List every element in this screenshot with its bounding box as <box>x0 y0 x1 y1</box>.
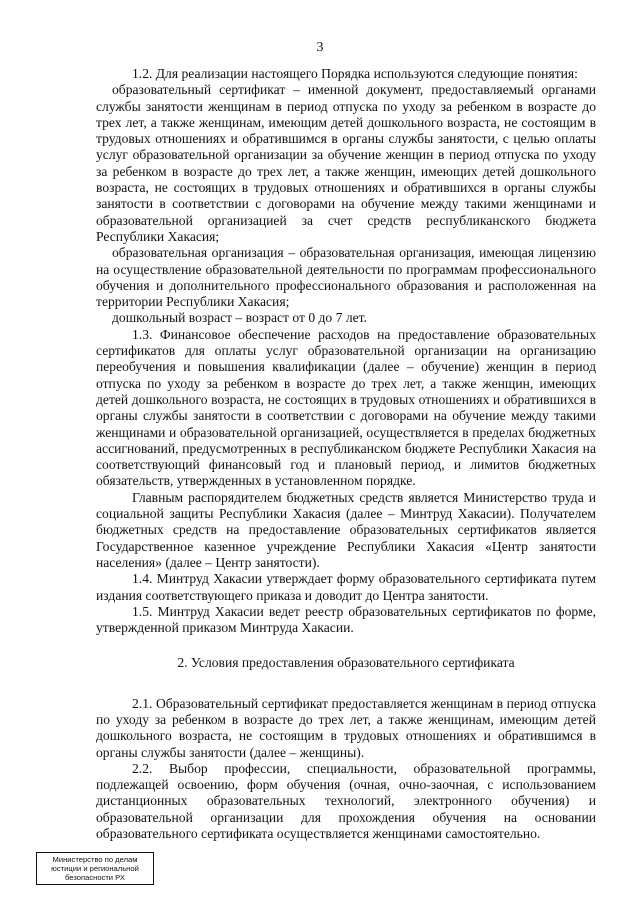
paragraph-1-5: 1.5. Минтруд Хакасии ведет реестр образовательных сертификатов по форме, утвержденной приказом Минтруда Хакасии. <box>96 603 596 636</box>
paragraph-2-1: 2.1. Образовательный сертификат предоставляется женщинам в период отпуска по уходу за ребенком в возрасте до трех лет, а также женщинам, имеющим детей дошкольного возраста, не состоящим в трудовых отношениях и обратившимся в органы службы занятости (далее – женщины). <box>96 695 596 760</box>
paragraph-1-3: 1.3. Финансовое обеспечение расходов на предоставление образовательных сертификатов для оплаты услуг образовательной организации на организацию переобучения и повышения квалификации (далее – обучение) женщин в период отпуска по уходу за ребенком в возрасте до трех лет, а также женщин, имеющих детей дошкольного возраста, не состоящих в трудовых отношениях и обратившихся в органы службы занятости в соответствии с договорами на обучение между такими женщинами и образовательной организацией, осуществляется в пределах бюджетных ассигнований, предусмотренных в республиканском бюджете Республики Хакасия на соответствующий финансовый год и плановый период, и лимитов бюджетных обязательств, утвержденных в установленном порядке. <box>96 326 596 489</box>
document-body <box>96 66 596 842</box>
paragraph-main-administrator: Главным распорядителем бюджетных средств является Министерство труда и социальной защиты Республики Хакасия (далее – Минтруд Хакасии). Получателем бюджетных средств на предоставление образовательных сертификатов является Государственное казенное учреждение Республики Хакасия «Центр занятости населения» (далее – Центр занятости). <box>96 489 596 570</box>
stamp-line-1: Министерство по делам <box>52 855 138 864</box>
paragraph-definition-certificate: образовательный сертификат – именной документ, предоставляемый органами службы занятости женщинам в период отпуска по уходу за ребенком в возрасте до трех лет, а также женщинам, имеющим детей дошкольного возраста, не состоящим в трудовых отношениях и обратившимся в органы службы занятости, с целью оплаты услуг образовательной организации за обучение женщин в период отпуска по уходу за ребенком в возрасте до трех лет, а также женщин, имеющих детей дошкольного возраста, не состоящих в трудовых отношениях и обратившихся в органы службы занятости в соответствии с договорами на обучение между такими женщинами и образовательной организацией за счет средств республиканского бюджета Республики Хакасия; <box>96 82 596 244</box>
paragraph-definition-organization: образовательная организация – образовательная организация, имеющая лицензию на осуществление образовательной деятельности по программам профессионального обучения и дополнительного профессионального образования и расположенная на территории Республики Хакасия; <box>96 245 596 310</box>
stamp-line-3: безопасности РХ <box>65 873 125 882</box>
ministry-stamp <box>36 852 154 885</box>
stamp-line-2: юстиции и региональной <box>51 864 139 873</box>
page-number: 3 <box>316 40 324 55</box>
paragraph-definition-preschool-age: дошкольный возраст – возраст от 0 до 7 лет. <box>112 310 367 326</box>
paragraph-2-2: 2.2. Выбор профессии, специальности, образовательной программы, подлежащей освоению, форм обучения (очная, очно-заочная, с использованием дистанционных образовательных технологий, электронного обучения) и образовательной организации для прохождения обучения на основании образовательного сертификата осуществляется женщинами самостоятельно. <box>96 760 596 842</box>
section-heading: 2. Условия предоставления образовательного сертификата <box>177 655 515 671</box>
paragraph-1-4: 1.4. Минтруд Хакасии утверждает форму образовательного сертификата путем издания соответствующего приказа и доводит до Центра занятости. <box>96 571 596 603</box>
paragraph-1-2: 1.2. Для реализации настоящего Порядка используются следующие понятия: <box>132 66 578 81</box>
